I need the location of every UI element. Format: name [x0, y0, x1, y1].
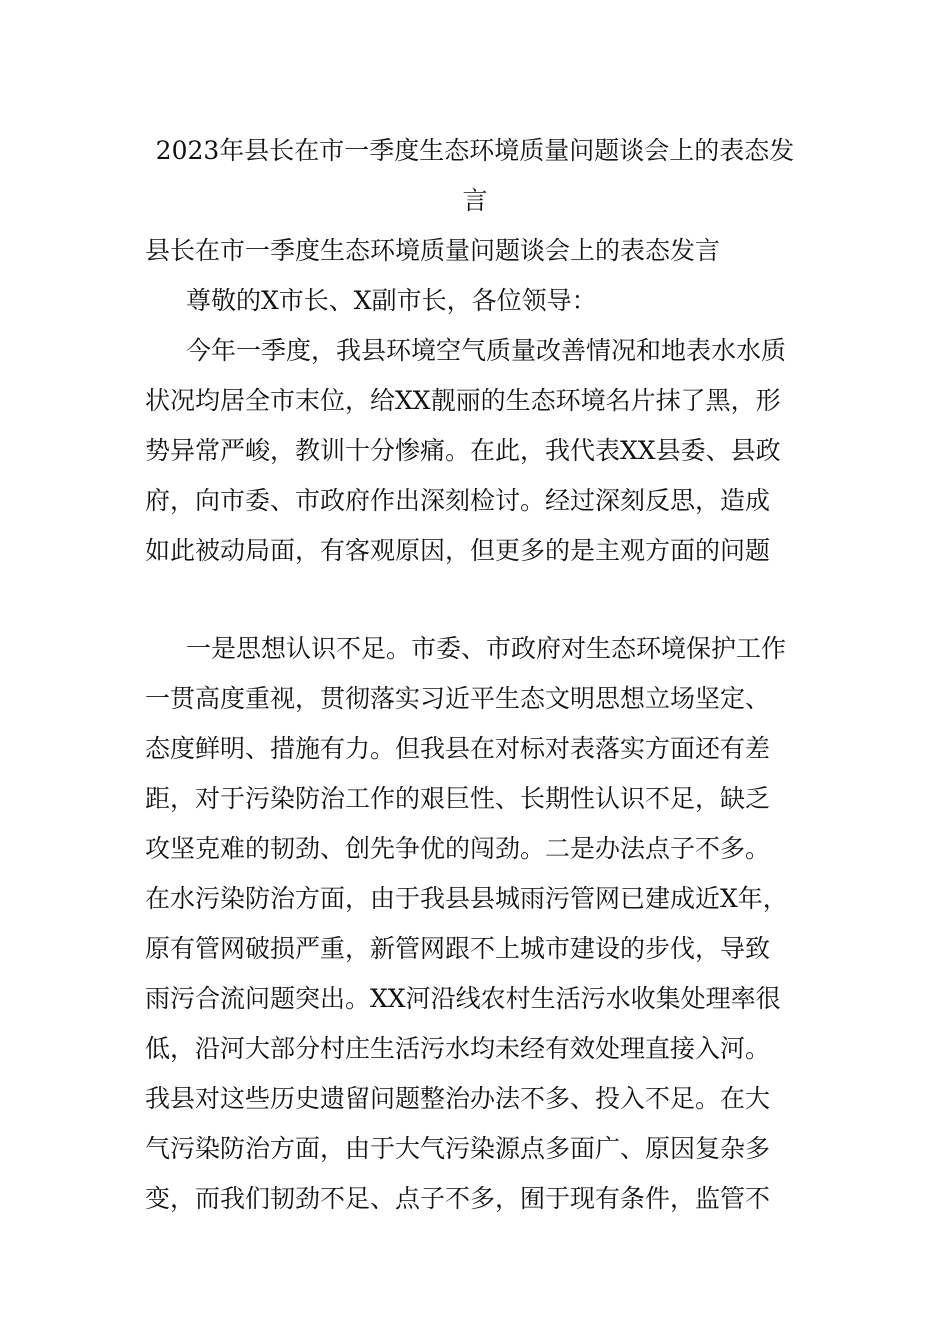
paragraph-2-line: 原有管网破损严重，新管网跟不上城市建设的步伐，导致 [145, 934, 771, 963]
paragraph-1-line: 如此被动局面，有客观原因，但更多的是主观方面的问题 [145, 536, 771, 565]
paragraph-2-line: 雨污合流问题突出。XX河沿线农村生活污水收集处理率很 [145, 984, 781, 1013]
paragraph-1-line: 今年一季度，我县环境空气质量改善情况和地表水水质 [186, 336, 787, 365]
paragraph-2-line: 低，沿河大部分村庄生活污水均未经有效处理直接入河。 [145, 1034, 771, 1063]
paragraph-1-line: 势异常严峻，教训十分惨痛。在此，我代表XX县委、县政 [145, 436, 781, 465]
paragraph-2-line: 一是思想认识不足。市委、市政府对生态环境保护工作 [186, 634, 787, 663]
paragraph-2-line: 我县对这些历史遗留问题整治办法不多、投入不足。在大 [145, 1084, 771, 1113]
paragraph-2-line: 距，对于污染防治工作的艰巨性、长期性认识不足，缺乏 [145, 784, 771, 813]
document-subtitle: 县长在市一季度生态环境质量问题谈会上的表态发言 [145, 236, 721, 265]
salutation: 尊敬的X市长、X副市长，各位领导： [186, 286, 597, 315]
paragraph-2-line: 态度鲜明、措施有力。但我县在对标对表落实方面还有差 [145, 734, 771, 763]
paragraph-1-line: 府，向市委、市政府作出深刻检讨。经过深刻反思，造成 [145, 486, 771, 515]
paragraph-2-line: 攻坚克难的韧劲、创先争优的闯劲。二是办法点子不多。 [145, 834, 771, 863]
paragraph-2-line: 气污染防治方面，由于大气污染源点多面广、原因复杂多 [145, 1134, 771, 1163]
document-title-line-2: 言 [462, 186, 488, 215]
paragraph-1-line: 状况均居全市末位，给XX靓丽的生态环境名片抹了黑，形 [145, 386, 781, 415]
paragraph-2-line: 在水污染防治方面，由于我县县城雨污管网已建成近X年， [145, 884, 788, 913]
document-title-line-1: 2023年县长在市一季度生态环境质量问题谈会上的表态发 [155, 136, 795, 165]
paragraph-2-line: 一贯高度重视，贯彻落实习近平生态文明思想立场坚定、 [145, 684, 771, 713]
paragraph-2-line: 变，而我们韧劲不足、点子不多，囿于现有条件，监管不 [145, 1184, 771, 1213]
